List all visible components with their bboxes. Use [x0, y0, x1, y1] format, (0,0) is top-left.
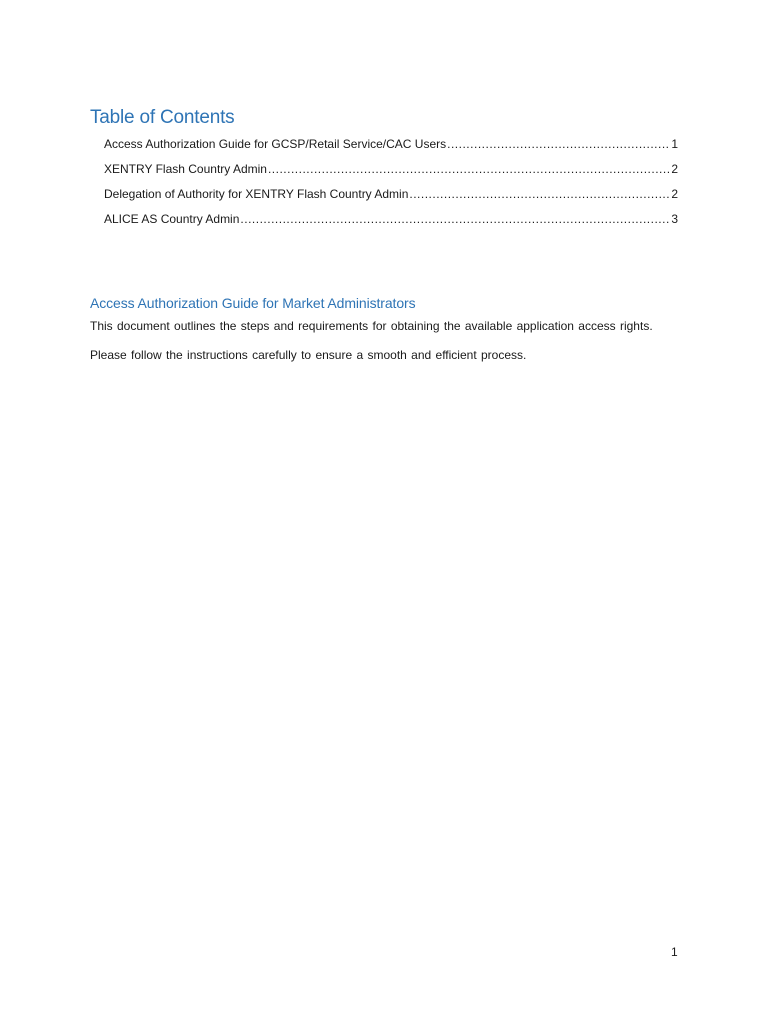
intro-paragraph: This document outlines the steps and requirements for obtaining the available application access rights.	[90, 319, 653, 333]
table-of-contents	[104, 136, 678, 236]
section-heading: Access Authorization Guide for Market Administrators	[90, 295, 416, 311]
toc-entry-page: 2	[671, 162, 678, 176]
toc-entry-text: ALICE AS Country Admin	[104, 212, 240, 226]
toc-leader-dots	[409, 186, 670, 202]
toc-entry-delegation-authority[interactable]	[104, 186, 678, 211]
page-number: 1	[671, 945, 678, 959]
toc-entry-xentry-flash-admin[interactable]	[104, 161, 678, 186]
toc-leader-dots	[240, 211, 670, 227]
toc-entry-text: XENTRY Flash Country Admin	[104, 162, 267, 176]
toc-entry-text: Delegation of Authority for XENTRY Flash Country Admin	[104, 187, 409, 201]
instructions-paragraph: Please follow the instructions carefully to ensure a smooth and efficient process.	[90, 348, 527, 362]
toc-leader-dots	[268, 161, 670, 177]
toc-entry-text: Access Authorization Guide for GCSP/Retail Service/CAC Users	[104, 137, 447, 151]
toc-title: Table of Contents	[90, 107, 235, 128]
toc-entry-page: 3	[671, 212, 678, 226]
toc-entry-page: 1	[671, 137, 678, 151]
toc-leader-dots	[447, 136, 670, 152]
toc-entry-gcsp-users[interactable]	[104, 136, 678, 161]
toc-entry-page: 2	[671, 187, 678, 201]
toc-entry-alice-as-admin[interactable]	[104, 211, 678, 236]
